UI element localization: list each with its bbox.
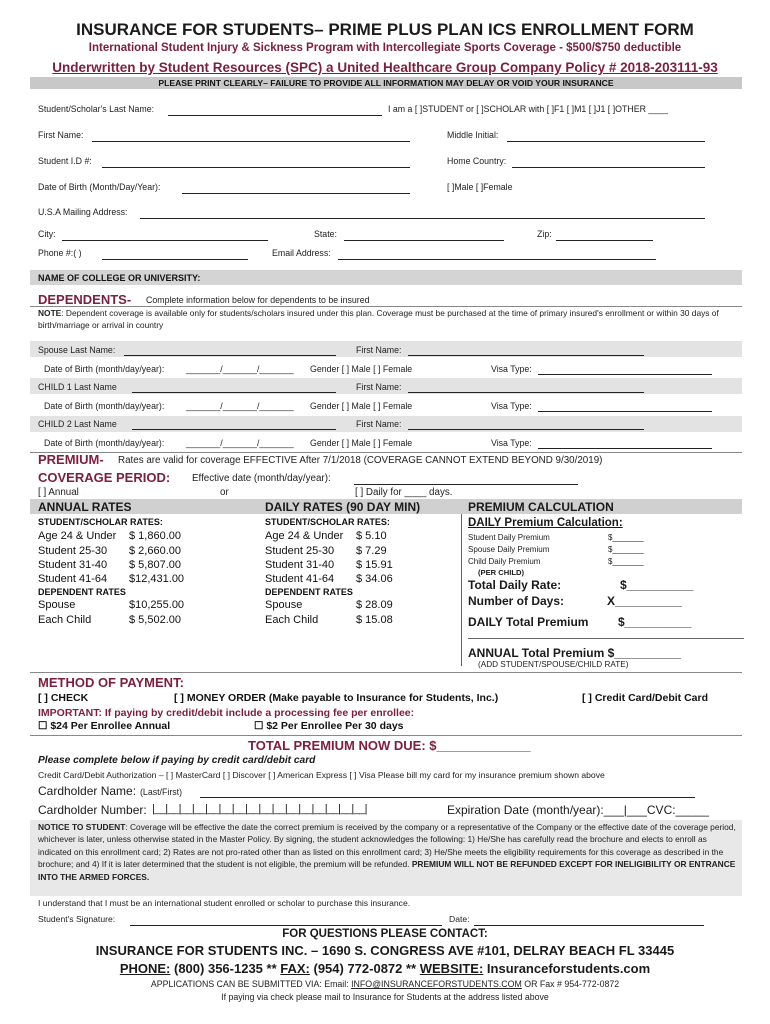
expiration-cvc[interactable]: Expiration Date (month/year):___|___CVC:_____	[447, 803, 709, 817]
spouse-first-name-label: First Name:	[356, 345, 402, 355]
num-days-label: Number of Days:	[468, 594, 565, 608]
annual-rate-1: $ 2,660.00	[129, 545, 181, 557]
state-label: State:	[314, 229, 337, 239]
payment-rule	[30, 672, 742, 673]
cardholder-name-label: Cardholder Name:	[38, 784, 137, 798]
child1-visa-field[interactable]	[538, 411, 712, 412]
questions-heading: FOR QUESTIONS PLEASE CONTACT:	[282, 928, 488, 940]
num-days-field[interactable]: X__________	[607, 594, 682, 608]
student-id-label: Student I.D #:	[38, 156, 92, 166]
daily-calc-title: DAILY Premium Calculation:	[468, 517, 623, 529]
dob-field[interactable]	[182, 193, 410, 194]
company-address: INSURANCE FOR STUDENTS INC. – 1690 S. CONGRESS AVE #101, DELRAY BEACH FL 33445	[95, 943, 675, 958]
child2-visa-field[interactable]	[538, 448, 712, 449]
annual-dep-age-0: Spouse	[38, 599, 76, 611]
annual-dep-rate-1: $ 5,502.00	[129, 614, 181, 626]
premium-rule	[30, 452, 742, 453]
premium-text: Rates are valid for coverage EFFECTIVE After 7/1/2018 (COVERAGE CANNOT EXTEND BEYOND 9/30/2019)	[118, 455, 603, 466]
website-link[interactable]: Insuranceforstudents.com	[483, 961, 651, 976]
daily-rate-3: $ 34.06	[356, 573, 393, 585]
check-option[interactable]: [ ] CHECK	[38, 692, 89, 704]
or-text: or	[220, 487, 229, 498]
last-first-hint: (Last/First)	[140, 787, 183, 797]
premium-calc-title: PREMIUM CALCULATION	[468, 500, 614, 514]
calc-spouse-label: Spouse Daily Premium	[468, 545, 550, 554]
total-daily-label: Total Daily Rate:	[468, 578, 562, 592]
child2-dob-field[interactable]: _______/_______/_______	[186, 438, 294, 448]
child1-last-name-label: CHILD 1 Last Name	[38, 382, 117, 392]
annual-age-1: Student 25-30	[38, 545, 108, 557]
annual-dep-age-1: Each Child	[38, 614, 92, 626]
cardholder-name-field[interactable]	[200, 797, 695, 798]
status-checkboxes[interactable]: I am a [ ]STUDENT or [ ]SCHOLAR with [ ]F1 [ ]M1 [ ]J1 [ ]OTHER ____	[388, 104, 668, 114]
card-number-boxes[interactable]: |__|__|__|__|__|__|__|__|__|__|__|__|__|__|__|__|	[152, 803, 367, 815]
fee-annual-option[interactable]: ☐ $24 Per Enrollee Annual	[38, 720, 171, 732]
middle-initial-field[interactable]	[507, 141, 705, 142]
notice-body: : Coverage will be effective the date the correct premium is received by the company or a representative of the Company or the effective date of the coverage period, whichever is later, unless otherwise stated in the Master Policy. By signing, the student acknowledges the following: 1) He/She has carefully read the brochure and elects to enroll as indicated on this enrollment card; 2) Rates are not pro-rated other than as listed on this enrollment card; 3) He/She meets the eligibility requirements for this coverage as described in the brochure; and 4) If it is later determined that the student is not eligible, the premium will be refunded.	[38, 822, 736, 870]
note-text: : Dependent coverage is available only for students/scholars insured under this plan. Coverage must be purchased at the time of primary insured's enrollment or within 30 days of birth/marriage or arrival in country	[38, 308, 719, 331]
phone-number: (800) 356-1235 **	[170, 961, 281, 976]
child2-first-name-label: First Name:	[356, 419, 402, 429]
phone-label: PHONE:	[119, 961, 171, 976]
daily-dep-rate-0: $ 28.09	[356, 599, 393, 611]
child2-last-name-label: CHILD 2 Last Name	[38, 419, 117, 429]
daily-age-3: Student 41-64	[265, 573, 335, 585]
annual-age-3: Student 41-64	[38, 573, 108, 585]
card-authorization[interactable]: Credit Card/Debit Authorization – [ ] MasterCard [ ] Discover [ ] American Express [ ] Visa Please bill my card for my insurance premium shown above	[38, 770, 605, 780]
phone-field[interactable]	[102, 259, 248, 260]
annual-age-2: Student 31-40	[38, 559, 108, 571]
dependents-heading: DEPENDENTS-	[38, 292, 132, 307]
notice-text	[38, 821, 738, 883]
child1-dob-label: Date of Birth (month/day/year):	[44, 401, 165, 411]
spouse-dob-label: Date of Birth (month/day/year):	[44, 364, 165, 374]
sex-checkboxes[interactable]: [ ]Male [ ]Female	[447, 182, 513, 192]
underwriter-line: Underwritten by Student Resources (SPC) a United Healthcare Group Company Policy # 2018-203111-93	[52, 60, 718, 75]
check-mail-note: If paying via check please mail to Insurance for Students at the address listed above	[221, 992, 549, 1002]
cardholder-number-label: Cardholder Number:	[38, 803, 147, 817]
spouse-dob-field[interactable]: _______/_______/_______	[186, 364, 294, 374]
per-child-note: (PER CHILD)	[478, 568, 524, 577]
annual-dep-rate-0: $10,255.00	[129, 599, 185, 611]
submit-email-link[interactable]: INFO@INSURANCEFORSTUDENTS.COM	[351, 979, 522, 989]
fax-number: (954) 772-0872 **	[309, 961, 420, 976]
daily-student-heading: STUDENT/SCHOLAR RATES:	[265, 517, 390, 527]
state-field[interactable]	[344, 240, 504, 241]
annual-total-field[interactable]: ANNUAL Total Premium $__________	[468, 646, 681, 660]
first-name-label: First Name:	[38, 130, 84, 140]
annual-rates-title: ANNUAL RATES	[38, 500, 132, 514]
spouse-last-name-label: Spouse Last Name:	[38, 345, 116, 355]
daily-rate-0: $ 5.10	[356, 530, 387, 542]
calc-student-value[interactable]: $_______	[608, 533, 644, 542]
child2-last-name-field[interactable]	[132, 429, 336, 430]
premium-heading: PREMIUM-	[38, 452, 104, 467]
email-label: Email Address:	[272, 248, 331, 258]
mailing-address-field[interactable]	[140, 218, 705, 219]
child1-first-name-field[interactable]	[408, 392, 644, 393]
website-label: WEBSITE:	[419, 961, 484, 976]
annual-dependent-heading: DEPENDENT RATES	[38, 587, 126, 597]
date-field[interactable]	[474, 925, 704, 926]
signature-field[interactable]	[130, 925, 442, 926]
notice-label: NOTICE TO STUDENT	[38, 822, 126, 832]
annual-rate-3: $12,431.00	[129, 573, 185, 585]
annual-checkbox[interactable]: [ ] Annual	[38, 487, 79, 498]
daily-rate-2: $ 15.91	[356, 559, 393, 571]
effective-date-field[interactable]	[354, 484, 578, 485]
calc-spouse-value[interactable]: $_______	[608, 545, 644, 554]
spouse-visa-label: Visa Type:	[491, 364, 532, 374]
daily-total-field[interactable]: $__________	[618, 615, 692, 629]
calc-divider	[461, 514, 462, 666]
effective-date-label: Effective date (month/day/year):	[192, 473, 331, 484]
daily-age-1: Student 25-30	[265, 545, 335, 557]
city-label: City:	[38, 229, 56, 239]
annual-rate-0: $ 1,860.00	[129, 530, 181, 542]
daily-checkbox[interactable]: [ ] Daily for ____ days.	[355, 487, 453, 498]
spouse-last-name-field[interactable]	[124, 355, 336, 356]
spouse-gender[interactable]: Gender [ ] Male [ ] Female	[310, 364, 413, 374]
mailing-address-label: U.S.A Mailing Address:	[38, 207, 128, 217]
home-country-label: Home Country:	[447, 156, 507, 166]
calc-rule	[468, 638, 744, 639]
total-daily-field[interactable]: $__________	[620, 578, 694, 592]
annual-rate-2: $ 5,807.00	[129, 559, 181, 571]
fee-daily-option[interactable]: ☐ $2 Per Enrollee Per 30 days	[254, 720, 404, 732]
submit-label: APPLICATIONS CAN BE SUBMITTED VIA: Email:	[150, 979, 349, 989]
child2-visa-label: Visa Type:	[491, 438, 532, 448]
daily-dep-age-0: Spouse	[265, 599, 303, 611]
print-notice: PLEASE PRINT CLEARLY– FAILURE TO PROVIDE ALL INFORMATION MAY DELAY OR VOID YOUR INSURANCE	[158, 78, 614, 88]
child2-dob-label: Date of Birth (month/day/year):	[44, 438, 165, 448]
important-note: IMPORTANT: If paying by credit/debit include a processing fee per enrollee:	[38, 707, 415, 719]
spouse-first-name-field[interactable]	[408, 355, 644, 356]
student-id-field[interactable]	[102, 167, 410, 168]
form-subtitle: International Student Injury & Sickness Program with Intercollegiate Sports Coverage - $500/$750 deductible	[88, 42, 682, 54]
home-country-field[interactable]	[512, 167, 705, 168]
notice-refund: PREMIUM WILL NOT BE REFUNDED EXCEPT FOR INELIGIBILITY OR ENTRANCE INTO THE ARMED FORCES.	[38, 859, 736, 882]
daily-total-label: DAILY Total Premium	[468, 615, 589, 629]
calc-student-label: Student Daily Premium	[468, 533, 550, 542]
daily-dep-age-1: Each Child	[265, 614, 319, 626]
money-order-option[interactable]: [ ] MONEY ORDER (Make payable to Insurance for Students, Inc.)	[174, 692, 499, 704]
child1-visa-label: Visa Type:	[491, 401, 532, 411]
daily-dependent-heading: DEPENDENT RATES	[265, 587, 353, 597]
payment-heading: METHOD OF PAYMENT:	[38, 675, 184, 690]
daily-rates-title: DAILY RATES (90 DAY MIN)	[265, 500, 421, 514]
calc-child-label: Child Daily Premium	[468, 557, 541, 566]
daily-rate-1: $ 7.29	[356, 545, 387, 557]
form-title: INSURANCE FOR STUDENTS– PRIME PLUS PLAN ICS ENROLLMENT FORM	[76, 20, 694, 39]
annual-student-heading: STUDENT/SCHOLAR RATES:	[38, 517, 163, 527]
submit-line	[0, 979, 770, 989]
child1-first-name-label: First Name:	[356, 382, 402, 392]
last-name-label: Student/Scholar's Last Name:	[38, 104, 155, 114]
spouse-visa-field[interactable]	[538, 374, 712, 375]
child2-first-name-field[interactable]	[408, 429, 644, 430]
fax-label: FAX:	[280, 961, 310, 976]
calc-child-value[interactable]: $_______	[608, 557, 644, 566]
college-label: NAME OF COLLEGE OR UNIVERSITY:	[38, 273, 201, 283]
city-field[interactable]	[62, 240, 268, 241]
daily-age-0: Age 24 & Under	[265, 530, 344, 542]
total-due-rule	[30, 735, 742, 736]
phone-label: Phone #:( )	[38, 248, 82, 258]
child1-last-name-field[interactable]	[132, 392, 336, 393]
understand-statement: I understand that I must be an international student enrolled or scholar to purchase this insurance.	[38, 898, 411, 908]
annual-age-0: Age 24 & Under	[38, 530, 117, 542]
annual-total-note: (ADD STUDENT/SPOUSE/CHILD RATE)	[478, 660, 629, 669]
dob-label: Date of Birth (Month/Day/Year):	[38, 182, 161, 192]
middle-initial-label: Middle Initial:	[447, 130, 499, 140]
signature-label: Student's Signature:	[38, 914, 116, 924]
child1-dob-field[interactable]: _______/_______/_______	[186, 401, 294, 411]
date-label: Date:	[449, 914, 470, 924]
credit-card-option[interactable]: [ ] Credit Card/Debit Card	[582, 692, 709, 704]
child1-gender[interactable]: Gender [ ] Male [ ] Female	[310, 401, 413, 411]
dependents-subheading: Complete information below for dependents to be insured	[146, 295, 370, 305]
child2-gender[interactable]: Gender [ ] Male [ ] Female	[310, 438, 413, 448]
email-field[interactable]	[338, 259, 656, 260]
note-label: NOTE	[38, 308, 62, 318]
zip-field[interactable]	[556, 240, 653, 241]
dependents-note	[38, 307, 738, 332]
credit-card-instructions: Please complete below if paying by credit card/debit card	[38, 755, 316, 766]
contact-line	[0, 961, 770, 976]
coverage-heading: COVERAGE PERIOD:	[38, 470, 171, 485]
daily-dep-rate-1: $ 15.08	[356, 614, 393, 626]
last-name-field[interactable]	[168, 115, 382, 116]
daily-age-2: Student 31-40	[265, 559, 335, 571]
total-due[interactable]: TOTAL PREMIUM NOW DUE: $_____________	[248, 738, 531, 753]
submit-fax: OR Fax # 954-772-0872	[524, 979, 620, 989]
first-name-field[interactable]	[92, 141, 410, 142]
zip-label: Zip:	[537, 229, 552, 239]
